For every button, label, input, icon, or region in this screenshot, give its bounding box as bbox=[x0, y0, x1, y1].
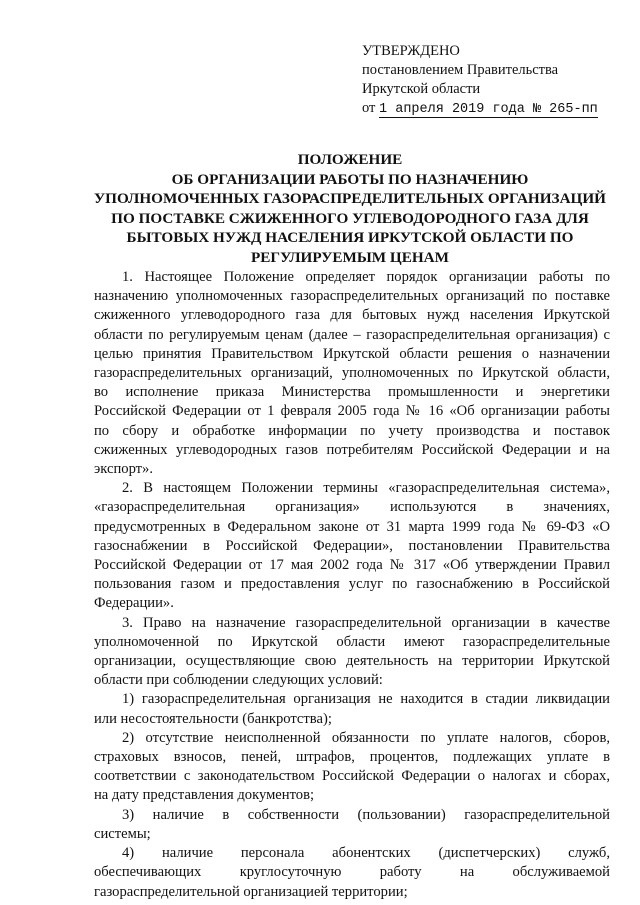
title-line: ПО ПОСТАВКЕ СЖИЖЕННОГО УГЛЕВОДОРОДНОГО ГАЗА ДЛЯ bbox=[111, 209, 589, 227]
paragraph-line: Российской Федерации от 17 мая 2002 года № 317 «Об утверждении Правил bbox=[94, 557, 610, 574]
paragraph-line: страховых взносов, пеней, штрафов, процентов, подлежащих уплате в bbox=[94, 749, 610, 766]
paragraph-line: по сбору и обработке информации по учету производства и поставок bbox=[94, 422, 610, 439]
paragraph-line: области при соблюдении следующих условий: bbox=[94, 672, 383, 689]
paragraph-line: обеспечивающих круглосуточную работу на обслуживаемой bbox=[94, 864, 610, 881]
paragraph-line: сжиженных углеводородных газов потребителям Российской Федерации и на bbox=[94, 441, 610, 458]
approval-region: Иркутской области bbox=[362, 81, 481, 97]
approval-authority: постановлением Правительства bbox=[362, 62, 559, 78]
paragraph-line: целью принятия Правительством Иркутской области решения о назначении bbox=[94, 345, 610, 362]
paragraph-line: 2. В настоящем Положении термины «газораспределительная система», bbox=[122, 480, 610, 497]
paragraph bbox=[94, 806, 610, 844]
paragraph-line: газораспределительных организаций, уполномоченных по Иркутской области, bbox=[94, 365, 610, 382]
paragraph-line: соответствии с законодательством Российской Федерации о налогах и сборах, bbox=[94, 768, 610, 785]
paragraph-line: 1. Настоящее Положение определяет порядок организации работы по bbox=[122, 269, 610, 285]
paragraph-line: или несостоятельности (банкротства); bbox=[94, 710, 332, 727]
paragraph-line: Российской Федерации от 1 февраля 2005 года № 16 «Об организации работы bbox=[94, 403, 610, 420]
approval-stamp bbox=[362, 42, 632, 119]
paragraph-line: Федерации». bbox=[94, 595, 174, 612]
document-title bbox=[80, 150, 620, 267]
paragraph-line: предусмотренных в Федеральном законе от 31 марта 1999 года № 69-ФЗ «О bbox=[94, 518, 610, 535]
paragraph bbox=[94, 614, 610, 691]
paragraph-line: организации, осуществляющие свою деятельность на территории Иркутской bbox=[94, 653, 610, 670]
paragraph-line: области по регулируемым ценам (далее – газораспределительная организация) с bbox=[94, 326, 610, 343]
paragraph bbox=[94, 268, 610, 479]
title-line: РЕГУЛИРУЕМЫМ ЦЕНАМ bbox=[251, 248, 449, 266]
paragraph-line: 1) газораспределительная организация не находится в стадии ликвидации bbox=[122, 691, 610, 708]
approval-date-line bbox=[362, 99, 632, 119]
approval-date-prefix: от bbox=[362, 100, 376, 116]
paragraph-line: экспорт». bbox=[94, 461, 154, 478]
paragraph-line: системы; bbox=[94, 825, 151, 842]
title-line: ПОЛОЖЕНИЕ bbox=[297, 151, 403, 168]
paragraph-line: 2) отсутствие неисполненной обязанности по уплате налогов, сборов, bbox=[122, 729, 610, 746]
approval-date-number: 1 апреля 2019 года № 265-пп bbox=[379, 102, 598, 117]
title-line: УПОЛНОМОЧЕННЫХ ГАЗОРАСПРЕДЕЛИТЕЛЬНЫХ ОРГАНИЗАЦИЙ bbox=[93, 190, 606, 207]
paragraph-line: 4) наличие персонала абонентских (диспетчерских) служб, bbox=[122, 845, 610, 862]
title-line: ОБ ОРГАНИЗАЦИИ РАБОТЫ ПО НАЗНАЧЕНИЮ bbox=[171, 170, 529, 188]
paragraph-line: 3. Право на назначение газораспределительной организации в качестве bbox=[122, 614, 610, 631]
approval-label: УТВЕРЖДЕНО bbox=[362, 43, 460, 59]
title-line: БЫТОВЫХ НУЖД НАСЕЛЕНИЯ ИРКУТСКОЙ ОБЛАСТИ ПО bbox=[126, 229, 574, 246]
paragraph bbox=[94, 844, 610, 902]
paragraph-line: на дату представления документов; bbox=[94, 787, 315, 804]
paragraph-line: 3) наличие в собственности (пользовании) газораспределительной bbox=[122, 806, 610, 823]
paragraph-line: газоснабжении в Российской Федерации», постановлении Правительства bbox=[94, 537, 610, 554]
paragraph-line: «газораспределительная организация» используются в значениях, bbox=[94, 499, 610, 516]
paragraph bbox=[94, 729, 610, 806]
paragraph-line: во исполнение приказа Министерства промышленности и энергетики bbox=[94, 384, 610, 401]
document-body bbox=[94, 268, 610, 902]
paragraph-line: газораспределительной организацией территории; bbox=[94, 883, 408, 900]
paragraph-line: сжиженного углеводородного газа для бытовых нужд населения Иркутской bbox=[94, 307, 610, 324]
paragraph-line: назначению уполномоченных газораспределительных организаций по поставке bbox=[94, 288, 610, 305]
paragraph-line: уполномоченной по Иркутской области имеют газораспределительные bbox=[94, 633, 610, 650]
paragraph bbox=[94, 690, 610, 728]
paragraph bbox=[94, 479, 610, 613]
paragraph-line: пользования газом и предоставления услуг по газоснабжению в Российской bbox=[94, 576, 610, 593]
